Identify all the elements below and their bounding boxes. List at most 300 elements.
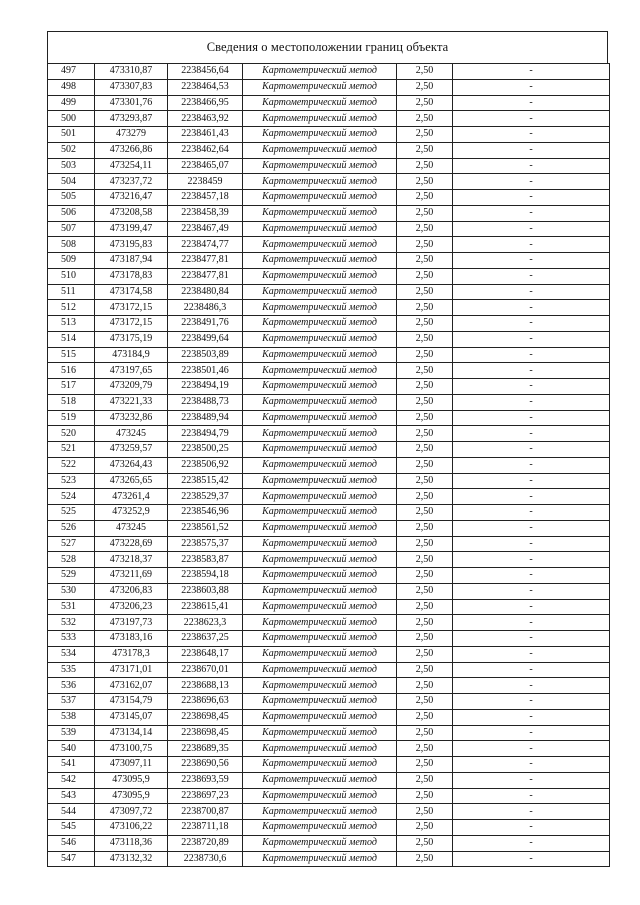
point-number-cell: 535 <box>48 662 95 678</box>
y-coordinate-cell: 2238474,77 <box>168 237 243 253</box>
method-cell: Картометрический метод <box>243 835 397 851</box>
table-row <box>48 268 610 284</box>
point-number-cell: 527 <box>48 536 95 552</box>
accuracy-cell: 2,50 <box>397 520 453 536</box>
point-number-cell: 547 <box>48 851 95 867</box>
table-row <box>48 394 610 410</box>
x-coordinate-cell: 473206,83 <box>95 583 168 599</box>
x-coordinate-cell: 473252,9 <box>95 505 168 521</box>
y-coordinate-cell: 2238499,64 <box>168 331 243 347</box>
x-coordinate-cell: 473279 <box>95 127 168 143</box>
point-number-cell: 514 <box>48 331 95 347</box>
x-coordinate-cell: 473261,4 <box>95 489 168 505</box>
document-title: Сведения о местоположении границ объекта <box>47 31 608 63</box>
x-coordinate-cell: 473145,07 <box>95 709 168 725</box>
point-number-cell: 513 <box>48 316 95 332</box>
method-cell: Картометрический метод <box>243 520 397 536</box>
table-row <box>48 820 610 836</box>
table-row <box>48 158 610 174</box>
x-coordinate-cell: 473293,87 <box>95 111 168 127</box>
description-cell: - <box>453 64 610 80</box>
method-cell: Картометрический метод <box>243 631 397 647</box>
method-cell: Картометрический метод <box>243 615 397 631</box>
y-coordinate-cell: 2238463,92 <box>168 111 243 127</box>
method-cell: Картометрический метод <box>243 379 397 395</box>
point-number-cell: 524 <box>48 489 95 505</box>
y-coordinate-cell: 2238467,49 <box>168 221 243 237</box>
x-coordinate-cell: 473183,16 <box>95 631 168 647</box>
x-coordinate-cell: 473187,94 <box>95 253 168 269</box>
table-row <box>48 253 610 269</box>
point-number-cell: 507 <box>48 221 95 237</box>
point-number-cell: 505 <box>48 190 95 206</box>
boundary-coordinates-table <box>47 63 610 867</box>
accuracy-cell: 2,50 <box>397 111 453 127</box>
x-coordinate-cell: 473134,14 <box>95 725 168 741</box>
table-row <box>48 694 610 710</box>
table-row <box>48 788 610 804</box>
description-cell: - <box>453 804 610 820</box>
accuracy-cell: 2,50 <box>397 127 453 143</box>
method-cell: Картометрический метод <box>243 694 397 710</box>
accuracy-cell: 2,50 <box>397 804 453 820</box>
x-coordinate-cell: 473197,65 <box>95 363 168 379</box>
x-coordinate-cell: 473132,32 <box>95 851 168 867</box>
y-coordinate-cell: 2238491,76 <box>168 316 243 332</box>
y-coordinate-cell: 2238461,43 <box>168 127 243 143</box>
accuracy-cell: 2,50 <box>397 410 453 426</box>
method-cell: Картометрический метод <box>243 64 397 80</box>
table-row <box>48 536 610 552</box>
method-cell: Картометрический метод <box>243 442 397 458</box>
x-coordinate-cell: 473221,33 <box>95 394 168 410</box>
accuracy-cell: 2,50 <box>397 205 453 221</box>
accuracy-cell: 2,50 <box>397 615 453 631</box>
accuracy-cell: 2,50 <box>397 741 453 757</box>
point-number-cell: 526 <box>48 520 95 536</box>
y-coordinate-cell: 2238670,01 <box>168 662 243 678</box>
description-cell: - <box>453 725 610 741</box>
description-cell: - <box>453 95 610 111</box>
accuracy-cell: 2,50 <box>397 694 453 710</box>
accuracy-cell: 2,50 <box>397 95 453 111</box>
description-cell: - <box>453 284 610 300</box>
method-cell: Картометрический метод <box>243 221 397 237</box>
y-coordinate-cell: 2238698,45 <box>168 725 243 741</box>
point-number-cell: 504 <box>48 174 95 190</box>
point-number-cell: 541 <box>48 757 95 773</box>
description-cell: - <box>453 772 610 788</box>
x-coordinate-cell: 473237,72 <box>95 174 168 190</box>
table-row <box>48 505 610 521</box>
description-cell: - <box>453 631 610 647</box>
table-row <box>48 190 610 206</box>
y-coordinate-cell: 2238730,6 <box>168 851 243 867</box>
table-row <box>48 331 610 347</box>
method-cell: Картометрический метод <box>243 142 397 158</box>
point-number-cell: 540 <box>48 741 95 757</box>
method-cell: Картометрический метод <box>243 331 397 347</box>
x-coordinate-cell: 473100,75 <box>95 741 168 757</box>
accuracy-cell: 2,50 <box>397 190 453 206</box>
y-coordinate-cell: 2238615,41 <box>168 599 243 615</box>
point-number-cell: 512 <box>48 300 95 316</box>
method-cell: Картометрический метод <box>243 505 397 521</box>
point-number-cell: 517 <box>48 379 95 395</box>
table-row <box>48 615 610 631</box>
description-cell: - <box>453 820 610 836</box>
description-cell: - <box>453 331 610 347</box>
description-cell: - <box>453 205 610 221</box>
accuracy-cell: 2,50 <box>397 442 453 458</box>
y-coordinate-cell: 2238546,96 <box>168 505 243 521</box>
description-cell: - <box>453 709 610 725</box>
x-coordinate-cell: 473211,69 <box>95 568 168 584</box>
description-cell: - <box>453 111 610 127</box>
accuracy-cell: 2,50 <box>397 599 453 615</box>
description-cell: - <box>453 599 610 615</box>
x-coordinate-cell: 473266,86 <box>95 142 168 158</box>
accuracy-cell: 2,50 <box>397 820 453 836</box>
y-coordinate-cell: 2238515,42 <box>168 473 243 489</box>
y-coordinate-cell: 2238561,52 <box>168 520 243 536</box>
method-cell: Картометрический метод <box>243 300 397 316</box>
table-row <box>48 442 610 458</box>
x-coordinate-cell: 473174,58 <box>95 284 168 300</box>
description-cell: - <box>453 379 610 395</box>
description-cell: - <box>453 127 610 143</box>
x-coordinate-cell: 473199,47 <box>95 221 168 237</box>
description-cell: - <box>453 79 610 95</box>
method-cell: Картометрический метод <box>243 646 397 662</box>
accuracy-cell: 2,50 <box>397 284 453 300</box>
point-number-cell: 534 <box>48 646 95 662</box>
accuracy-cell: 2,50 <box>397 772 453 788</box>
point-number-cell: 509 <box>48 253 95 269</box>
description-cell: - <box>453 457 610 473</box>
accuracy-cell: 2,50 <box>397 725 453 741</box>
method-cell: Картометрический метод <box>243 851 397 867</box>
accuracy-cell: 2,50 <box>397 268 453 284</box>
y-coordinate-cell: 2238466,95 <box>168 95 243 111</box>
point-number-cell: 529 <box>48 568 95 584</box>
table-body <box>48 64 610 867</box>
point-number-cell: 502 <box>48 142 95 158</box>
description-cell: - <box>453 268 610 284</box>
x-coordinate-cell: 473216,47 <box>95 190 168 206</box>
x-coordinate-cell: 473307,83 <box>95 79 168 95</box>
table-row <box>48 205 610 221</box>
method-cell: Картометрический метод <box>243 489 397 505</box>
table-row <box>48 583 610 599</box>
y-coordinate-cell: 2238693,59 <box>168 772 243 788</box>
table-row <box>48 284 610 300</box>
point-number-cell: 511 <box>48 284 95 300</box>
point-number-cell: 525 <box>48 505 95 521</box>
y-coordinate-cell: 2238477,81 <box>168 268 243 284</box>
point-number-cell: 510 <box>48 268 95 284</box>
y-coordinate-cell: 2238688,13 <box>168 678 243 694</box>
x-coordinate-cell: 473171,01 <box>95 662 168 678</box>
method-cell: Картометрический метод <box>243 662 397 678</box>
table-row <box>48 725 610 741</box>
y-coordinate-cell: 2238500,25 <box>168 442 243 458</box>
point-number-cell: 516 <box>48 363 95 379</box>
point-number-cell: 528 <box>48 552 95 568</box>
point-number-cell: 542 <box>48 772 95 788</box>
accuracy-cell: 2,50 <box>397 237 453 253</box>
accuracy-cell: 2,50 <box>397 568 453 584</box>
method-cell: Картометрический метод <box>243 426 397 442</box>
method-cell: Картометрический метод <box>243 725 397 741</box>
x-coordinate-cell: 473095,9 <box>95 788 168 804</box>
description-cell: - <box>453 237 610 253</box>
method-cell: Картометрический метод <box>243 583 397 599</box>
table-row <box>48 410 610 426</box>
method-cell: Картометрический метод <box>243 79 397 95</box>
method-cell: Картометрический метод <box>243 568 397 584</box>
description-cell: - <box>453 646 610 662</box>
method-cell: Картометрический метод <box>243 95 397 111</box>
method-cell: Картометрический метод <box>243 536 397 552</box>
y-coordinate-cell: 2238486,3 <box>168 300 243 316</box>
method-cell: Картометрический метод <box>243 473 397 489</box>
description-cell: - <box>453 694 610 710</box>
table-row <box>48 473 610 489</box>
description-cell: - <box>453 158 610 174</box>
method-cell: Картометрический метод <box>243 190 397 206</box>
point-number-cell: 521 <box>48 442 95 458</box>
accuracy-cell: 2,50 <box>397 379 453 395</box>
table-row <box>48 142 610 158</box>
point-number-cell: 499 <box>48 95 95 111</box>
accuracy-cell: 2,50 <box>397 757 453 773</box>
method-cell: Картометрический метод <box>243 788 397 804</box>
accuracy-cell: 2,50 <box>397 678 453 694</box>
table-row <box>48 79 610 95</box>
x-coordinate-cell: 473172,15 <box>95 316 168 332</box>
y-coordinate-cell: 2238462,64 <box>168 142 243 158</box>
point-number-cell: 546 <box>48 835 95 851</box>
x-coordinate-cell: 473228,69 <box>95 536 168 552</box>
table-row <box>48 851 610 867</box>
accuracy-cell: 2,50 <box>397 646 453 662</box>
x-coordinate-cell: 473118,36 <box>95 835 168 851</box>
method-cell: Картометрический метод <box>243 457 397 473</box>
x-coordinate-cell: 473184,9 <box>95 347 168 363</box>
method-cell: Картометрический метод <box>243 410 397 426</box>
y-coordinate-cell: 2238480,84 <box>168 284 243 300</box>
description-cell: - <box>453 174 610 190</box>
table-row <box>48 520 610 536</box>
description-cell: - <box>453 741 610 757</box>
y-coordinate-cell: 2238503,89 <box>168 347 243 363</box>
method-cell: Картометрический метод <box>243 111 397 127</box>
y-coordinate-cell: 2238477,81 <box>168 253 243 269</box>
x-coordinate-cell: 473232,86 <box>95 410 168 426</box>
y-coordinate-cell: 2238711,18 <box>168 820 243 836</box>
table-row <box>48 363 610 379</box>
description-cell: - <box>453 190 610 206</box>
description-cell: - <box>453 505 610 521</box>
y-coordinate-cell: 2238720,89 <box>168 835 243 851</box>
method-cell: Картометрический метод <box>243 678 397 694</box>
method-cell: Картометрический метод <box>243 284 397 300</box>
point-number-cell: 515 <box>48 347 95 363</box>
description-cell: - <box>453 473 610 489</box>
method-cell: Картометрический метод <box>243 709 397 725</box>
x-coordinate-cell: 473095,9 <box>95 772 168 788</box>
point-number-cell: 520 <box>48 426 95 442</box>
description-cell: - <box>453 678 610 694</box>
point-number-cell: 537 <box>48 694 95 710</box>
document-sheet <box>47 31 608 867</box>
method-cell: Картометрический метод <box>243 772 397 788</box>
method-cell: Картометрический метод <box>243 757 397 773</box>
table-row <box>48 599 610 615</box>
table-row <box>48 95 610 111</box>
table-row <box>48 631 610 647</box>
x-coordinate-cell: 473175,19 <box>95 331 168 347</box>
accuracy-cell: 2,50 <box>397 662 453 678</box>
point-number-cell: 506 <box>48 205 95 221</box>
description-cell: - <box>453 394 610 410</box>
y-coordinate-cell: 2238458,39 <box>168 205 243 221</box>
x-coordinate-cell: 473197,73 <box>95 615 168 631</box>
x-coordinate-cell: 473259,57 <box>95 442 168 458</box>
accuracy-cell: 2,50 <box>397 316 453 332</box>
y-coordinate-cell: 2238697,23 <box>168 788 243 804</box>
point-number-cell: 543 <box>48 788 95 804</box>
point-number-cell: 533 <box>48 631 95 647</box>
y-coordinate-cell: 2238690,56 <box>168 757 243 773</box>
description-cell: - <box>453 835 610 851</box>
description-cell: - <box>453 520 610 536</box>
accuracy-cell: 2,50 <box>397 158 453 174</box>
table-row <box>48 347 610 363</box>
method-cell: Картометрический метод <box>243 347 397 363</box>
accuracy-cell: 2,50 <box>397 253 453 269</box>
y-coordinate-cell: 2238603,88 <box>168 583 243 599</box>
table-row <box>48 426 610 442</box>
y-coordinate-cell: 2238457,18 <box>168 190 243 206</box>
y-coordinate-cell: 2238696,63 <box>168 694 243 710</box>
y-coordinate-cell: 2238594,18 <box>168 568 243 584</box>
table-row <box>48 772 610 788</box>
table-row <box>48 678 610 694</box>
y-coordinate-cell: 2238698,45 <box>168 709 243 725</box>
table-row <box>48 804 610 820</box>
table-row <box>48 64 610 80</box>
y-coordinate-cell: 2238689,35 <box>168 741 243 757</box>
y-coordinate-cell: 2238456,64 <box>168 64 243 80</box>
y-coordinate-cell: 2238700,87 <box>168 804 243 820</box>
x-coordinate-cell: 473245 <box>95 426 168 442</box>
point-number-cell: 538 <box>48 709 95 725</box>
accuracy-cell: 2,50 <box>397 79 453 95</box>
point-number-cell: 531 <box>48 599 95 615</box>
accuracy-cell: 2,50 <box>397 457 453 473</box>
x-coordinate-cell: 473195,83 <box>95 237 168 253</box>
description-cell: - <box>453 536 610 552</box>
point-number-cell: 500 <box>48 111 95 127</box>
description-cell: - <box>453 662 610 678</box>
y-coordinate-cell: 2238489,94 <box>168 410 243 426</box>
point-number-cell: 539 <box>48 725 95 741</box>
y-coordinate-cell: 2238465,07 <box>168 158 243 174</box>
y-coordinate-cell: 2238506,92 <box>168 457 243 473</box>
point-number-cell: 518 <box>48 394 95 410</box>
point-number-cell: 522 <box>48 457 95 473</box>
x-coordinate-cell: 473208,58 <box>95 205 168 221</box>
table-row <box>48 127 610 143</box>
table-row <box>48 300 610 316</box>
description-cell: - <box>453 316 610 332</box>
description-cell: - <box>453 489 610 505</box>
x-coordinate-cell: 473162,07 <box>95 678 168 694</box>
method-cell: Картометрический метод <box>243 253 397 269</box>
table-row <box>48 568 610 584</box>
description-cell: - <box>453 347 610 363</box>
method-cell: Картометрический метод <box>243 127 397 143</box>
method-cell: Картометрический метод <box>243 394 397 410</box>
accuracy-cell: 2,50 <box>397 331 453 347</box>
description-cell: - <box>453 552 610 568</box>
point-number-cell: 536 <box>48 678 95 694</box>
description-cell: - <box>453 583 610 599</box>
table-row <box>48 489 610 505</box>
point-number-cell: 497 <box>48 64 95 80</box>
point-number-cell: 544 <box>48 804 95 820</box>
method-cell: Картометрический метод <box>243 268 397 284</box>
accuracy-cell: 2,50 <box>397 788 453 804</box>
description-cell: - <box>453 300 610 316</box>
x-coordinate-cell: 473097,72 <box>95 804 168 820</box>
accuracy-cell: 2,50 <box>397 174 453 190</box>
x-coordinate-cell: 473172,15 <box>95 300 168 316</box>
point-number-cell: 498 <box>48 79 95 95</box>
description-cell: - <box>453 615 610 631</box>
accuracy-cell: 2,50 <box>397 552 453 568</box>
y-coordinate-cell: 2238494,19 <box>168 379 243 395</box>
y-coordinate-cell: 2238648,17 <box>168 646 243 662</box>
accuracy-cell: 2,50 <box>397 426 453 442</box>
description-cell: - <box>453 757 610 773</box>
method-cell: Картометрический метод <box>243 158 397 174</box>
x-coordinate-cell: 473218,37 <box>95 552 168 568</box>
method-cell: Картометрический метод <box>243 552 397 568</box>
x-coordinate-cell: 473209,79 <box>95 379 168 395</box>
accuracy-cell: 2,50 <box>397 221 453 237</box>
point-number-cell: 532 <box>48 615 95 631</box>
y-coordinate-cell: 2238464,53 <box>168 79 243 95</box>
x-coordinate-cell: 473206,23 <box>95 599 168 615</box>
method-cell: Картометрический метод <box>243 205 397 221</box>
accuracy-cell: 2,50 <box>397 709 453 725</box>
method-cell: Картометрический метод <box>243 820 397 836</box>
table-row <box>48 757 610 773</box>
x-coordinate-cell: 473254,11 <box>95 158 168 174</box>
y-coordinate-cell: 2238488,73 <box>168 394 243 410</box>
table-row <box>48 457 610 473</box>
x-coordinate-cell: 473264,43 <box>95 457 168 473</box>
point-number-cell: 508 <box>48 237 95 253</box>
point-number-cell: 519 <box>48 410 95 426</box>
description-cell: - <box>453 253 610 269</box>
method-cell: Картометрический метод <box>243 804 397 820</box>
point-number-cell: 530 <box>48 583 95 599</box>
y-coordinate-cell: 2238623,3 <box>168 615 243 631</box>
